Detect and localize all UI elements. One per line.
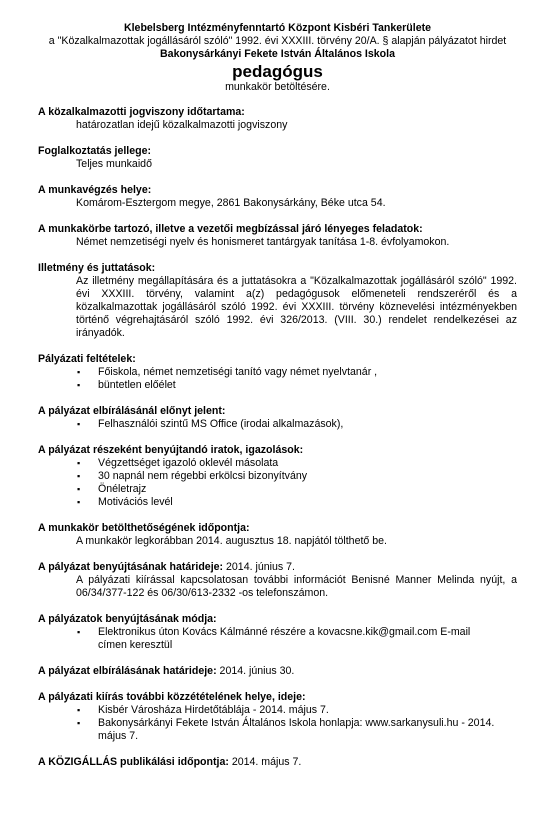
section-title: A KÖZIGÁLLÁS publikálási időpontja: <box>38 756 229 768</box>
section-title: A pályázat benyújtásának határideje: <box>38 561 224 573</box>
bullet-icon: ▪ <box>77 380 81 390</box>
bullet-icon: ▪ <box>77 497 81 507</box>
legal-basis-line: a "Közalkalmazottak jogállásáról szóló" 1992. évi XXXIII. törvény 20/A. § alapján pályázatot hirdet <box>48 35 507 47</box>
list-item: ▪ Motivációs levél <box>77 496 173 508</box>
school-name: Bakonysárkányi Fekete István Általános Iskola <box>160 48 395 60</box>
section-title: Illetmény és juttatások: <box>38 262 156 274</box>
section-employment-duration <box>38 106 517 132</box>
section-work-location <box>38 184 517 210</box>
bullet-icon: ▪ <box>77 471 81 481</box>
section-submission-deadline <box>38 561 517 600</box>
employer-name: Klebelsberg Intézményfenntartó Központ Kisbéri Tankerülete <box>123 22 432 34</box>
section-body: Teljes munkaidő <box>76 158 152 170</box>
section-requirements <box>38 353 517 392</box>
bullet-icon: ▪ <box>77 419 81 429</box>
list-item: ▪ Felhasználói szintű MS Office (irodai alkalmazások), <box>77 418 344 430</box>
bullet-icon: ▪ <box>77 367 81 377</box>
list-item: ▪ Kisbér Városháza Hirdetőtáblája - 2014. május 7. <box>77 704 329 716</box>
section-title: Foglalkoztatás jellege: <box>38 145 152 157</box>
section-title: A munkakörbe tartozó, illetve a vezetői megbízással járó lényeges feladatok: <box>38 223 423 235</box>
document-header <box>38 22 517 94</box>
section-body: Német nemzetiségi nyelv és honismeret tantárgyak tanítása 1-8. évfolyamokon. <box>76 236 450 248</box>
bullet-icon: ▪ <box>77 627 81 637</box>
section-body: Az illetmény megállapítására és a juttatásokra a "Közalkalmazottak jogállásáról szóló" 1992. évi XXXIII. törvény, valamint a(z) pedagógusok előmeneteli rendszeréről és a közalkalmazottak jogállásáról szóló 1992. évi XXXIII. törvény köznevelési intézményekben történő végrehajtásáról szóló 1992. évi 326/2013. (VIII. 30.) rendelet rendelkezései az irányadók. <box>76 275 517 339</box>
section-title: A munkavégzés helye: <box>38 184 152 196</box>
section-duties <box>38 223 517 249</box>
bullet-list <box>38 704 517 743</box>
section-evaluation-deadline <box>38 665 517 678</box>
section-body: határozatlan idejű közalkalmazotti jogviszony <box>76 119 288 131</box>
section-documents <box>38 444 517 509</box>
section-advantages <box>38 405 517 431</box>
section-body: A munkakör legkorábban 2014. augusztus 18. napjától tölthető be. <box>76 535 387 547</box>
position-subtitle: munkakör betöltésére. <box>225 81 330 93</box>
bullet-list <box>38 366 517 392</box>
bullet-icon: ▪ <box>77 484 81 494</box>
list-item: ▪ Főiskola, német nemzetiségi tanító vagy német nyelvtanár , <box>77 366 378 378</box>
evaluation-date: 2014. június 30. <box>216 665 295 677</box>
publication-date: 2014. május 7. <box>228 756 302 768</box>
bullet-icon: ▪ <box>77 705 81 715</box>
section-title: A pályázat részeként benyújtandó iratok, igazolások: <box>38 444 304 456</box>
list-item: ▪ Bakonysárkányi Fekete István Általános Iskola honlapja: www.sarkanysuli.hu - 2014. május 7. <box>77 717 495 742</box>
bullet-icon: ▪ <box>77 718 81 728</box>
section-salary <box>38 262 517 340</box>
list-item: ▪ Elektronikus úton Kovács Kálmánné részére a kovacsne.kik@gmail.com E-mail címen keresztül <box>77 626 471 651</box>
section-title: A pályázat elbírálásának határideje: <box>38 665 217 677</box>
section-publication-date <box>38 756 517 769</box>
section-title: A pályázat elbírálásánál előnyt jelent: <box>38 405 226 417</box>
section-title: A munkakör betölthetőségének időpontja: <box>38 522 250 534</box>
section-start-date <box>38 522 517 548</box>
list-item: ▪ büntetlen előélet <box>77 379 176 391</box>
bullet-list <box>38 457 517 509</box>
section-employment-type <box>38 145 517 171</box>
position-title: pedagógus <box>232 62 323 81</box>
list-item: ▪ Végzettséget igazoló oklevél másolata <box>77 457 279 469</box>
bullet-list <box>38 626 517 652</box>
section-body: A pályázati kiírással kapcsolatosan további információt Benisné Manner Melinda nyújt, a 06/34/377-122 és 06/30/613-2332 -os telefonszámon. <box>76 574 517 599</box>
list-item: ▪ Önéletrajz <box>77 483 147 495</box>
section-title: A pályázati kiírás további közzétételének helye, ideje: <box>38 691 306 703</box>
bullet-icon: ▪ <box>77 458 81 468</box>
section-submission-method <box>38 613 517 652</box>
section-title: A közalkalmazotti jogviszony időtartama: <box>38 106 245 118</box>
section-publication-places <box>38 691 517 743</box>
section-body: Komárom-Esztergom megye, 2861 Bakonysárkány, Béke utca 54. <box>76 197 386 209</box>
section-title: A pályázatok benyújtásának módja: <box>38 613 217 625</box>
list-item: ▪ 30 napnál nem régebbi erkölcsi bizonyítvány <box>77 470 308 482</box>
section-title: Pályázati feltételek: <box>38 353 136 365</box>
bullet-list <box>38 418 517 431</box>
deadline-value: 2014. június 7. <box>223 561 295 573</box>
